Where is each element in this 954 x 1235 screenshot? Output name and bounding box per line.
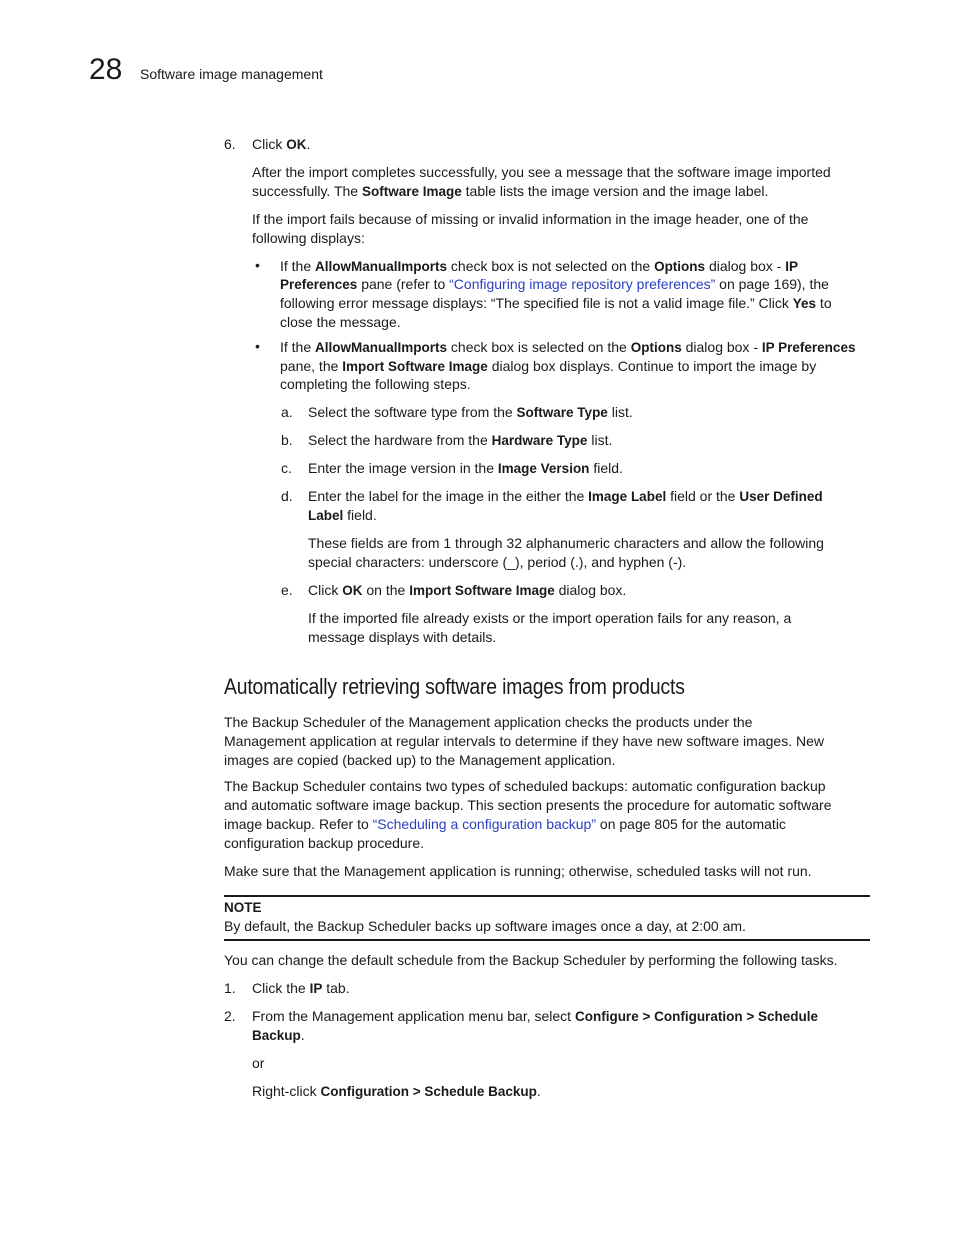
paragraph: configuration backup procedure. xyxy=(224,835,425,851)
substep-number: a. xyxy=(281,404,293,420)
paragraph: successfully. The Software Image table lists the image version and the image label. xyxy=(252,183,769,199)
paragraph: The Backup Scheduler of the Management application checks the products under the xyxy=(224,714,753,730)
bullet-text: close the message. xyxy=(280,314,401,330)
paragraph: following displays: xyxy=(252,230,365,246)
paragraph: If the imported file already exists or the import operation fails for any reason, a xyxy=(308,610,792,626)
paragraph: If the import fails because of missing or invalid information in the image header, one of the xyxy=(252,211,809,227)
bullet-text: following error message displays: “The specified file is not a valid image file.” Click Yes to xyxy=(280,295,832,311)
paragraph: Make sure that the Management application is running; otherwise, scheduled tasks will not run. xyxy=(224,863,812,879)
paragraph: You can change the default schedule from the Backup Scheduler by performing the following tasks. xyxy=(224,952,838,968)
step-number: 1. xyxy=(224,980,236,996)
substep-number: c. xyxy=(281,460,292,476)
bullet-text: completing the following steps. xyxy=(280,376,471,392)
step-text: Click the IP tab. xyxy=(252,980,350,996)
substep-number: e. xyxy=(281,582,293,598)
substep-number: b. xyxy=(281,432,293,448)
substep-text: Select the software type from the Software Type list. xyxy=(308,404,633,420)
bullet-text: If the AllowManualImports check box is selected on the Options dialog box - IP Preferences xyxy=(280,339,856,355)
paragraph: The Backup Scheduler contains two types of scheduled backups: automatic configuration backup xyxy=(224,778,826,794)
link-configuring-image-repository[interactable]: “Configuring image repository preferences” xyxy=(449,276,716,292)
step-number: 2. xyxy=(224,1008,236,1024)
substep-text: Label field. xyxy=(308,507,377,523)
bullet-text: pane, the Import Software Image dialog box displays. Continue to import the image by xyxy=(280,358,817,374)
step-number: 6. xyxy=(224,136,236,152)
paragraph: message displays with details. xyxy=(308,629,497,645)
paragraph: and automatic software image backup. This section presents the procedure for automatic software xyxy=(224,797,832,813)
step-text: Click OK. xyxy=(252,136,311,152)
bullet-text: If the AllowManualImports check box is not selected on the Options dialog box - IP xyxy=(280,258,798,274)
substep-text: Enter the label for the image in the either the Image Label field or the User Defined xyxy=(308,488,823,504)
link-scheduling-configuration-backup[interactable]: “Scheduling a configuration backup” xyxy=(372,816,597,832)
chapter-title: Software image management xyxy=(140,66,323,82)
paragraph: images are copied (backed up) to the Management application. xyxy=(224,752,616,768)
paragraph: After the import completes successfully, you see a message that the software image imported xyxy=(252,164,831,180)
chapter-number: 28 xyxy=(89,53,123,86)
note-text: By default, the Backup Scheduler backs up software images once a day, at 2:00 am. xyxy=(224,918,746,934)
substep-text: Click OK on the Import Software Image dialog box. xyxy=(308,582,627,598)
paragraph: special characters: underscore (_), period (.), and hyphen (-). xyxy=(308,554,687,570)
paragraph: Management application at regular intervals to determine if they have new software images. New xyxy=(224,733,824,749)
step-text: Backup. xyxy=(252,1027,305,1043)
section-heading: Automatically retrieving software images from products xyxy=(224,674,685,699)
note-bottom-rule xyxy=(224,939,870,941)
substep-number: d. xyxy=(281,488,293,504)
step-text: Right-click Configuration > Schedule Backup. xyxy=(252,1083,541,1099)
bullet-icon: • xyxy=(255,338,260,354)
or-text: or xyxy=(252,1055,265,1071)
note-top-rule xyxy=(224,895,870,897)
bullet-icon: • xyxy=(255,257,260,273)
step-text: From the Management application menu bar, select Configure > Configuration > Schedule xyxy=(252,1008,818,1024)
paragraph: image backup. Refer to “Scheduling a configuration backup” on page 805 for the automatic xyxy=(224,816,786,832)
substep-text: Enter the image version in the Image Version field. xyxy=(308,460,623,476)
note-label: NOTE xyxy=(224,900,262,915)
substep-text: Select the hardware from the Hardware Type list. xyxy=(308,432,613,448)
paragraph: These fields are from 1 through 32 alphanumeric characters and allow the following xyxy=(308,535,824,551)
bullet-text: Preferences pane (refer to “Configuring image repository preferences” on page 169), the xyxy=(280,276,829,292)
